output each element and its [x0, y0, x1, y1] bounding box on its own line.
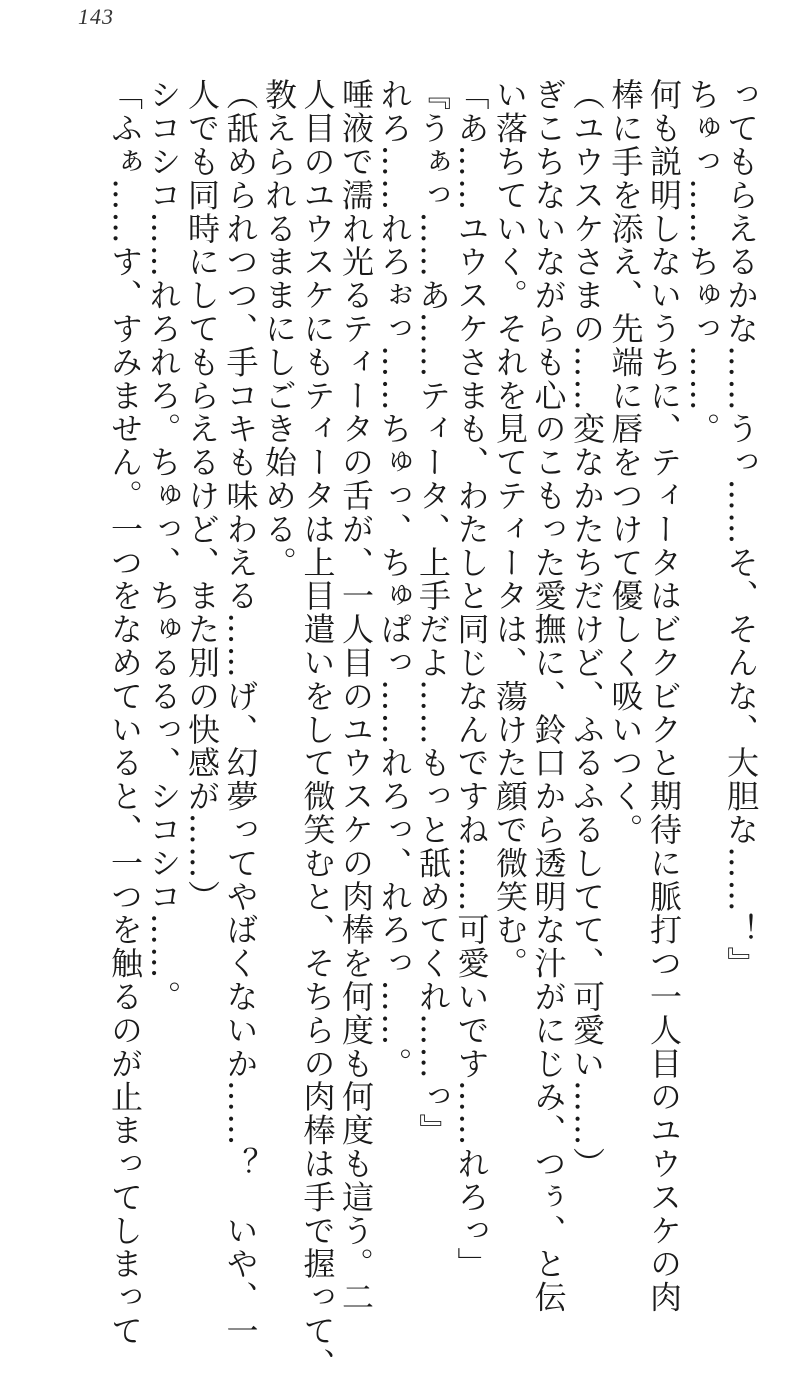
text-column: 何も説明しないうちに、ティータはビクビクと期待に脈打つ一人目のユウスケの肉 [645, 78, 683, 1314]
text-column: 「あ……ユウスケさまも、わたしと同じなんですね……可愛いです……れろっ」 [452, 78, 491, 1281]
text-column: ちゅっ……ちゅっ……。 [683, 78, 722, 446]
text-column: 教えられるままにしごき始める。 [260, 78, 298, 579]
text-column: 『うぁっ……あ……ティータ、上手だよ……もっと舐めてくれ……っ』 [414, 78, 452, 1147]
text-column: 人でも同時にしてもらえるけど、また別の快感が……） [183, 78, 221, 913]
text-column: ぎこちないながらも心のこもった愛撫に、鈴口から透明な汁がにじみ、つぅ、と伝 [529, 78, 568, 1314]
text-column: （ユウスケさまの……変なかたちだけど、ふるふるしてて、可愛い……） [568, 78, 606, 1181]
text-column: 唾液で濡れ光るティータの舌が、一人目のユウスケの肉棒を何度も何度も這う。二 [337, 78, 375, 1314]
text-column: シコシコ……れろれろ。ちゅっ、ちゅるるっ、シコシコ……。 [144, 78, 183, 1014]
text-column: （舐められつつ、手コキも味わえる……げ、幻夢ってやばくないか……？ いや、一 [221, 78, 260, 1348]
text-column: 人目のユウスケにもティータは上目遣いをして微笑むと、そちらの肉棒は手で握って、 [298, 78, 337, 1381]
text-column: い落ちていく。それを見てティータは、蕩けた顔で微笑む。 [491, 78, 529, 980]
body-text [50, 78, 760, 1381]
text-column: ってもらえるかな……うっ……そ、そんな、大胆な……！』 [722, 78, 760, 980]
page-number: 143 [78, 4, 114, 29]
text-column: れろ……れろぉっ……ちゅっ、ちゅぱっ……れろっ、れろっ……。 [375, 78, 414, 1080]
text-column: 棒に手を添え、先端に唇をつけて優しく吸いつく。 [606, 78, 645, 847]
text-column: 「ふぁ……す、すみません。一つをなめていると、一つを触るのが止まってしまって [106, 78, 144, 1348]
